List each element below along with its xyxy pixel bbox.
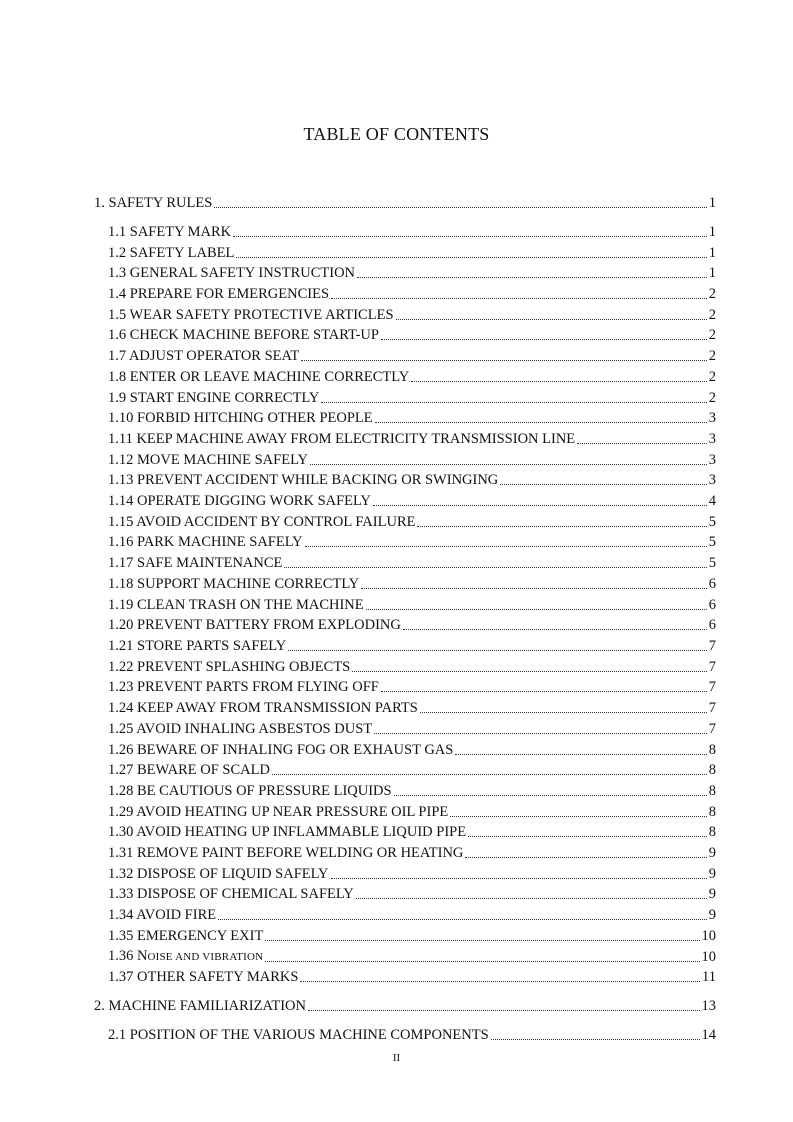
- toc-section-entry[interactable]: [108, 865, 716, 883]
- toc-page-number: 5: [708, 514, 716, 530]
- dot-leader: [411, 381, 707, 382]
- dot-leader: [305, 546, 707, 547]
- dot-leader: [301, 360, 707, 361]
- dot-leader: [310, 464, 707, 465]
- toc-entry-title: 1.28 BE CAUTIOUS OF PRESSURE LIQUIDS: [108, 783, 392, 799]
- dot-leader: [361, 588, 707, 589]
- toc-section-entry[interactable]: [108, 803, 716, 821]
- dot-leader: [265, 940, 699, 941]
- dot-leader: [331, 878, 707, 879]
- toc-entry-title: 1.36 NOISE AND VIBRATION: [108, 948, 264, 964]
- dot-leader: [233, 236, 707, 237]
- toc-entry-title: 1.17 SAFE MAINTENANCE: [108, 555, 283, 571]
- toc-page-number: 7: [708, 638, 716, 654]
- toc-entry-title: 1.32 DISPOSE OF LIQUID SAFELY: [108, 866, 329, 882]
- dot-leader: [373, 505, 707, 506]
- dot-leader: [468, 836, 707, 837]
- toc-section-entry[interactable]: [108, 513, 716, 531]
- toc-entry-title: 1.15 AVOID ACCIDENT BY CONTROL FAILURE: [108, 514, 416, 530]
- toc-section-entry[interactable]: [108, 658, 716, 676]
- toc-entry-title: 1.26 BEWARE OF INHALING FOG OR EXHAUST GAS: [108, 742, 454, 758]
- toc-page-number: 10: [701, 928, 716, 944]
- toc-page-number: 3: [708, 431, 716, 447]
- dot-leader: [381, 691, 707, 692]
- dot-leader: [218, 919, 707, 920]
- toc-entry-title: 1.23 PREVENT PARTS FROM FLYING OFF: [108, 679, 379, 695]
- toc-page-number: 7: [708, 659, 716, 675]
- toc-page-number: 13: [701, 998, 716, 1014]
- dot-leader: [321, 402, 706, 403]
- toc-page-number: 6: [708, 617, 716, 633]
- dot-leader: [500, 484, 706, 485]
- toc-entry-title: 1.9 START ENGINE CORRECTLY: [108, 390, 320, 406]
- dot-leader: [403, 629, 707, 630]
- toc-entry-title: 1.33 DISPOSE OF CHEMICAL SAFELY: [108, 886, 354, 902]
- toc-entry-title: 1.31 REMOVE PAINT BEFORE WELDING OR HEATING: [108, 845, 464, 861]
- toc-page-number: 10: [701, 949, 716, 965]
- toc-section-entry[interactable]: [108, 471, 716, 489]
- toc-section-entry[interactable]: [108, 368, 716, 386]
- toc-page-number: 7: [708, 679, 716, 695]
- dot-leader: [417, 526, 706, 527]
- toc-entry-title: 1.2 SAFETY LABEL: [108, 245, 235, 261]
- dot-leader: [394, 795, 707, 796]
- toc-page-number: 5: [708, 534, 716, 550]
- toc-entry-title: 1.4 PREPARE FOR EMERGENCIES: [108, 286, 330, 302]
- toc-entry-title: 1.34 AVOID FIRE: [108, 907, 217, 923]
- toc-page-number: 9: [708, 886, 716, 902]
- toc-page-number: 2: [708, 348, 716, 364]
- toc-entry-title: 1.14 OPERATE DIGGING WORK SAFELY: [108, 493, 371, 509]
- toc-page-number: 9: [708, 845, 716, 861]
- toc-page-number: 11: [702, 969, 716, 985]
- dot-leader: [375, 422, 707, 423]
- toc-section-entry[interactable]: [108, 720, 716, 738]
- toc-page-number: 1: [708, 195, 716, 211]
- toc-entry-title: 2.1 POSITION OF THE VARIOUS MACHINE COMPONENTS: [108, 1027, 489, 1043]
- toc-section-entry[interactable]: [108, 741, 716, 759]
- toc-entry-title: 1.30 AVOID HEATING UP INFLAMMABLE LIQUID PIPE: [108, 824, 467, 840]
- dot-leader: [331, 298, 707, 299]
- toc-page-number: 7: [708, 700, 716, 716]
- dot-leader: [272, 774, 707, 775]
- toc-section-entry[interactable]: [108, 699, 716, 717]
- toc-section-entry[interactable]: [108, 223, 716, 241]
- dot-leader: [381, 339, 707, 340]
- toc-entry-title: 1.7 ADJUST OPERATOR SEAT: [108, 348, 300, 364]
- toc-section-entry[interactable]: [108, 1026, 716, 1044]
- dot-leader: [308, 1010, 700, 1011]
- toc-section-entry[interactable]: [108, 554, 716, 572]
- toc-section-entry[interactable]: [108, 927, 716, 945]
- toc-section-entry[interactable]: [108, 285, 716, 303]
- dot-leader: [577, 443, 707, 444]
- dot-leader: [284, 567, 706, 568]
- toc-entry-title: 1.8 ENTER OR LEAVE MACHINE CORRECTLY: [108, 369, 410, 385]
- toc-page-number: 4: [708, 493, 716, 509]
- toc-entry-title: 1.35 EMERGENCY EXIT: [108, 928, 264, 944]
- dot-leader: [236, 257, 706, 258]
- dot-leader: [491, 1039, 700, 1040]
- toc-section-entry[interactable]: [108, 823, 716, 841]
- toc-section-entry[interactable]: [108, 306, 716, 324]
- toc-section-entry[interactable]: [108, 326, 716, 344]
- dot-leader: [465, 857, 706, 858]
- dot-leader: [455, 754, 706, 755]
- toc-entry-title: 1.19 CLEAN TRASH ON THE MACHINE: [108, 597, 364, 613]
- toc-entry-title: 1.11 KEEP MACHINE AWAY FROM ELECTRICITY TRANSMISSION LINE: [108, 431, 576, 447]
- toc-entry-title: 1.22 PREVENT SPLASHING OBJECTS: [108, 659, 351, 675]
- toc-page-number: 2: [708, 369, 716, 385]
- toc-section-entry[interactable]: [108, 968, 716, 986]
- toc-page-number: 8: [708, 804, 716, 820]
- toc-section-entry[interactable]: [108, 533, 716, 551]
- dot-leader: [300, 981, 700, 982]
- toc-entry-title: 1.29 AVOID HEATING UP NEAR PRESSURE OIL PIPE: [108, 804, 449, 820]
- toc-page-number: 3: [708, 472, 716, 488]
- toc-entry-title: 1. SAFETY RULES: [94, 195, 213, 211]
- toc-section-entry[interactable]: [108, 347, 716, 365]
- toc-section-entry[interactable]: [108, 844, 716, 862]
- toc-chapter-entry[interactable]: [94, 997, 716, 1015]
- toc-entry-title: 1.24 KEEP AWAY FROM TRANSMISSION PARTS: [108, 700, 418, 716]
- toc-entry-title: 1.20 PREVENT BATTERY FROM EXPLODING: [108, 617, 401, 633]
- page-title: TABLE OF CONTENTS: [303, 124, 490, 144]
- toc-section-entry[interactable]: [108, 596, 716, 614]
- dot-leader: [420, 712, 707, 713]
- dot-leader: [396, 319, 707, 320]
- toc-section-entry[interactable]: [108, 575, 716, 593]
- toc-page-number: 8: [708, 783, 716, 799]
- page-number: II: [392, 1052, 401, 1064]
- toc-page-number: 8: [708, 824, 716, 840]
- toc-page-number: 8: [708, 742, 716, 758]
- toc-entry-title: 1.1 SAFETY MARK: [108, 224, 232, 240]
- toc-section-entry[interactable]: [108, 761, 716, 779]
- toc-page-number: 2: [708, 327, 716, 343]
- toc-section-entry[interactable]: [108, 451, 716, 469]
- toc-page-number: 14: [701, 1027, 716, 1043]
- dot-leader: [366, 609, 707, 610]
- toc-section-entry[interactable]: [108, 264, 716, 282]
- toc-section-entry[interactable]: [108, 948, 716, 966]
- toc-section-entry[interactable]: [108, 616, 716, 634]
- toc-page-number: 1: [708, 245, 716, 261]
- toc-entry-title: 1.21 STORE PARTS SAFELY: [108, 638, 287, 654]
- toc-entry-title: 1.13 PREVENT ACCIDENT WHILE BACKING OR SWINGING: [108, 472, 499, 488]
- dot-leader: [374, 733, 707, 734]
- toc-section-entry[interactable]: [108, 906, 716, 924]
- toc-page-number: 6: [708, 576, 716, 592]
- toc-page-number: 8: [708, 762, 716, 778]
- toc-entry-title: 1.16 PARK MACHINE SAFELY: [108, 534, 303, 550]
- toc-section-entry[interactable]: [108, 430, 716, 448]
- dot-leader: [288, 650, 707, 651]
- toc-page-number: 3: [708, 410, 716, 426]
- dot-leader: [265, 961, 699, 962]
- toc-section-entry[interactable]: [108, 244, 716, 262]
- toc-section-entry[interactable]: [108, 389, 716, 407]
- toc-page-number: 9: [708, 866, 716, 882]
- toc-chapter-entry[interactable]: [94, 194, 716, 212]
- toc-page-number: 5: [708, 555, 716, 571]
- toc-entry-title: 2. MACHINE FAMILIARIZATION: [94, 998, 306, 1014]
- toc-section-entry[interactable]: [108, 885, 716, 903]
- dot-leader: [352, 671, 707, 672]
- toc-page-number: 2: [708, 307, 716, 323]
- toc-entry-title: 1.12 MOVE MACHINE SAFELY: [108, 452, 308, 468]
- toc-entry-title: 1.27 BEWARE OF SCALD: [108, 762, 270, 778]
- dot-leader: [356, 898, 707, 899]
- dot-leader: [214, 207, 706, 208]
- toc-entry-title: 1.18 SUPPORT MACHINE CORRECTLY: [108, 576, 360, 592]
- toc-section-entry[interactable]: [108, 782, 716, 800]
- toc-entry-title: 1.3 GENERAL SAFETY INSTRUCTION: [108, 265, 356, 281]
- toc-section-entry[interactable]: [108, 409, 716, 427]
- toc-entry-title: 1.10 FORBID HITCHING OTHER PEOPLE: [108, 410, 373, 426]
- toc-entry-title: 1.25 AVOID INHALING ASBESTOS DUST: [108, 721, 373, 737]
- toc-page-number: 2: [708, 390, 716, 406]
- dot-leader: [450, 816, 707, 817]
- toc-page-number: 2: [708, 286, 716, 302]
- toc-entry-title: 1.5 WEAR SAFETY PROTECTIVE ARTICLES: [108, 307, 394, 323]
- toc-page-number: 7: [708, 721, 716, 737]
- toc-entry-title: 1.6 CHECK MACHINE BEFORE START-UP: [108, 327, 379, 343]
- toc-entry-title: 1.37 OTHER SAFETY MARKS: [108, 969, 299, 985]
- toc-page-number: 6: [708, 597, 716, 613]
- toc-section-entry[interactable]: [108, 637, 716, 655]
- toc-page-number: 9: [708, 907, 716, 923]
- dot-leader: [357, 277, 707, 278]
- toc-section-entry[interactable]: [108, 492, 716, 510]
- toc-section-entry[interactable]: [108, 678, 716, 696]
- toc-page-number: 3: [708, 452, 716, 468]
- toc-page-number: 1: [708, 224, 716, 240]
- toc-page-number: 1: [708, 265, 716, 281]
